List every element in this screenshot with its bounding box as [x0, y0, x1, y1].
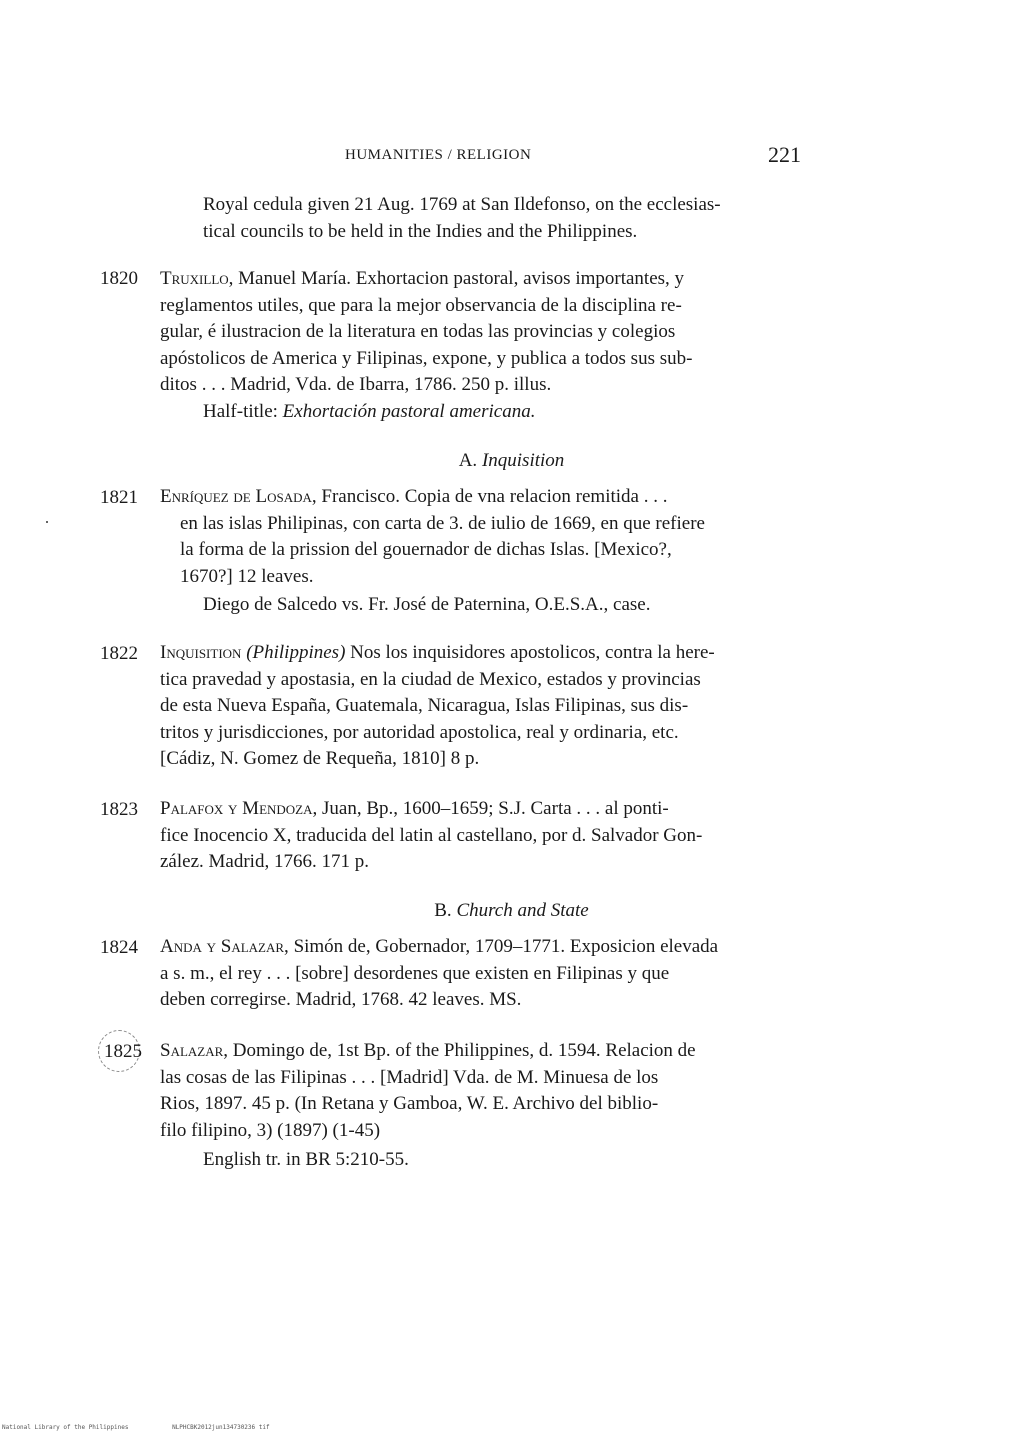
- entry-line: gular, é ilustracion de la literatura en todas las provincias y colegios: [160, 321, 676, 343]
- entry-author: Inquisition: [160, 642, 242, 663]
- section-letter: B.: [434, 900, 452, 921]
- section-letter: A.: [458, 450, 478, 471]
- footer-filename: NLPHCBK2012jun134730236 tif: [172, 1424, 270, 1431]
- continuation-line: tical councils to be held in the Indies and the Philippines.: [203, 220, 638, 242]
- entry-author: Salazar,: [160, 1040, 229, 1061]
- entry-number: 1824: [100, 937, 138, 958]
- entry-line: de esta Nueva España, Guatemala, Nicaragua, Islas Filipinas, sus dis-: [160, 695, 689, 717]
- entry-author-qualifier: (Philippines): [246, 642, 346, 663]
- entry-line: tica pravedad y apostasia, en la ciudad de Mexico, estados y provincias: [160, 668, 701, 690]
- entry-line: ditos . . . Madrid, Vda. de Ibarra, 1786. 250 p. illus.: [160, 374, 552, 396]
- footer-library: National Library of the Philippines: [2, 1424, 129, 1431]
- continuation-line: Royal cedula given 21 Aug. 1769 at San Ildefonso, on the ecclesias-: [203, 194, 721, 215]
- note-italic: Exhortación pastoral americana.: [282, 401, 536, 422]
- entry-line: Simón de, Gobernador, 1709–1771. Exposicion elevada: [288, 936, 719, 957]
- running-head: HUMANITIES / RELIGION: [345, 147, 532, 163]
- entry-text: [160, 484, 802, 590]
- section-title: Inquisition: [481, 450, 565, 471]
- entry-line: tritos y jurisdicciones, por autoridad apostolica, real y ordinaria, etc.: [160, 721, 679, 743]
- entry-line: Juan, Bp., 1600–1659; S.J. Carta . . . al ponti-: [317, 798, 669, 819]
- entry-author: Palafox y Mendoza,: [160, 798, 318, 819]
- entry-line: filo filipino, 3) (1897) (1-45): [160, 1119, 381, 1141]
- entry-number: 1825: [104, 1041, 142, 1062]
- entry-line: apóstolicos de America y Filipinas, expone, y publica a todos sus sub-: [160, 347, 693, 369]
- entry-line: [Cádiz, N. Gomez de Requeña, 1810] 8 p.: [160, 748, 480, 770]
- entry-line: 1670?] 12 leaves.: [180, 565, 314, 587]
- entry-line: fice Inocencio X, traducida del latin al castellano, por d. Salvador Gon-: [160, 824, 703, 846]
- entry-number: 1820: [100, 268, 138, 289]
- entry-number: 1823: [100, 799, 138, 820]
- entry-author: Truxillo,: [160, 268, 234, 289]
- entry-note: English tr. in BR 5:210-55.: [203, 1149, 409, 1170]
- entry-line: zález. Madrid, 1766. 171 p.: [160, 851, 369, 873]
- entry-line: la forma de la prission del gouernador de dichas Islas. [Mexico?,: [180, 539, 672, 561]
- scan-footer: [2, 1424, 310, 1431]
- entry-line: las cosas de las Filipinas . . . [Madrid] Vda. de M. Minuesa de los: [160, 1066, 659, 1088]
- entry-line: en las islas Philipinas, con carta de 3. de iulio de 1669, en que refiere: [180, 512, 705, 534]
- continuation-paragraph: [203, 192, 802, 245]
- section-title: Church and State: [456, 900, 589, 921]
- entry-line: Rios, 1897. 45 p. (In Retana y Gamboa, W. E. Archivo del biblio-: [160, 1093, 659, 1115]
- entry-line: Nos los inquisidores apostolicos, contra la here-: [345, 642, 715, 663]
- entry-text: [160, 934, 802, 1014]
- section-heading-a: [0, 450, 1023, 472]
- entry-number: 1821: [100, 487, 138, 508]
- entry-text: [160, 1038, 802, 1144]
- entry-line: Francisco. Copia de vna relacion remitida . . .: [316, 486, 668, 507]
- entry-number: 1822: [100, 643, 138, 664]
- entry-line: deben corregirse. Madrid, 1768. 42 leaves. MS.: [160, 989, 522, 1011]
- entry-note: [203, 399, 535, 426]
- entry-text: [160, 796, 802, 876]
- entry-author: Enríquez de Losada,: [160, 486, 317, 507]
- entry-line: a s. m., el rey . . . [sobre] desordenes que existen en Filipinas y que: [160, 962, 670, 984]
- section-heading-b: [0, 900, 1023, 922]
- entry-text: [160, 640, 802, 773]
- note-prefix: Half-title:: [203, 401, 283, 422]
- entry-note: Diego de Salcedo vs. Fr. José de Paternina, O.E.S.A., case.: [203, 594, 651, 615]
- entry-text: [160, 266, 802, 399]
- page-number: 221: [768, 142, 801, 167]
- entry-line: Manuel María. Exhortacion pastoral, avisos importantes, y: [233, 268, 685, 289]
- stray-dot-mark: [46, 521, 48, 523]
- entry-line: reglamentos utiles, que para la mejor observancia de la disciplina re-: [160, 294, 682, 316]
- entry-line: Domingo de, 1st Bp. of the Philippines, d. 1594. Relacion de: [228, 1040, 696, 1061]
- entry-author: Anda y Salazar,: [160, 936, 289, 957]
